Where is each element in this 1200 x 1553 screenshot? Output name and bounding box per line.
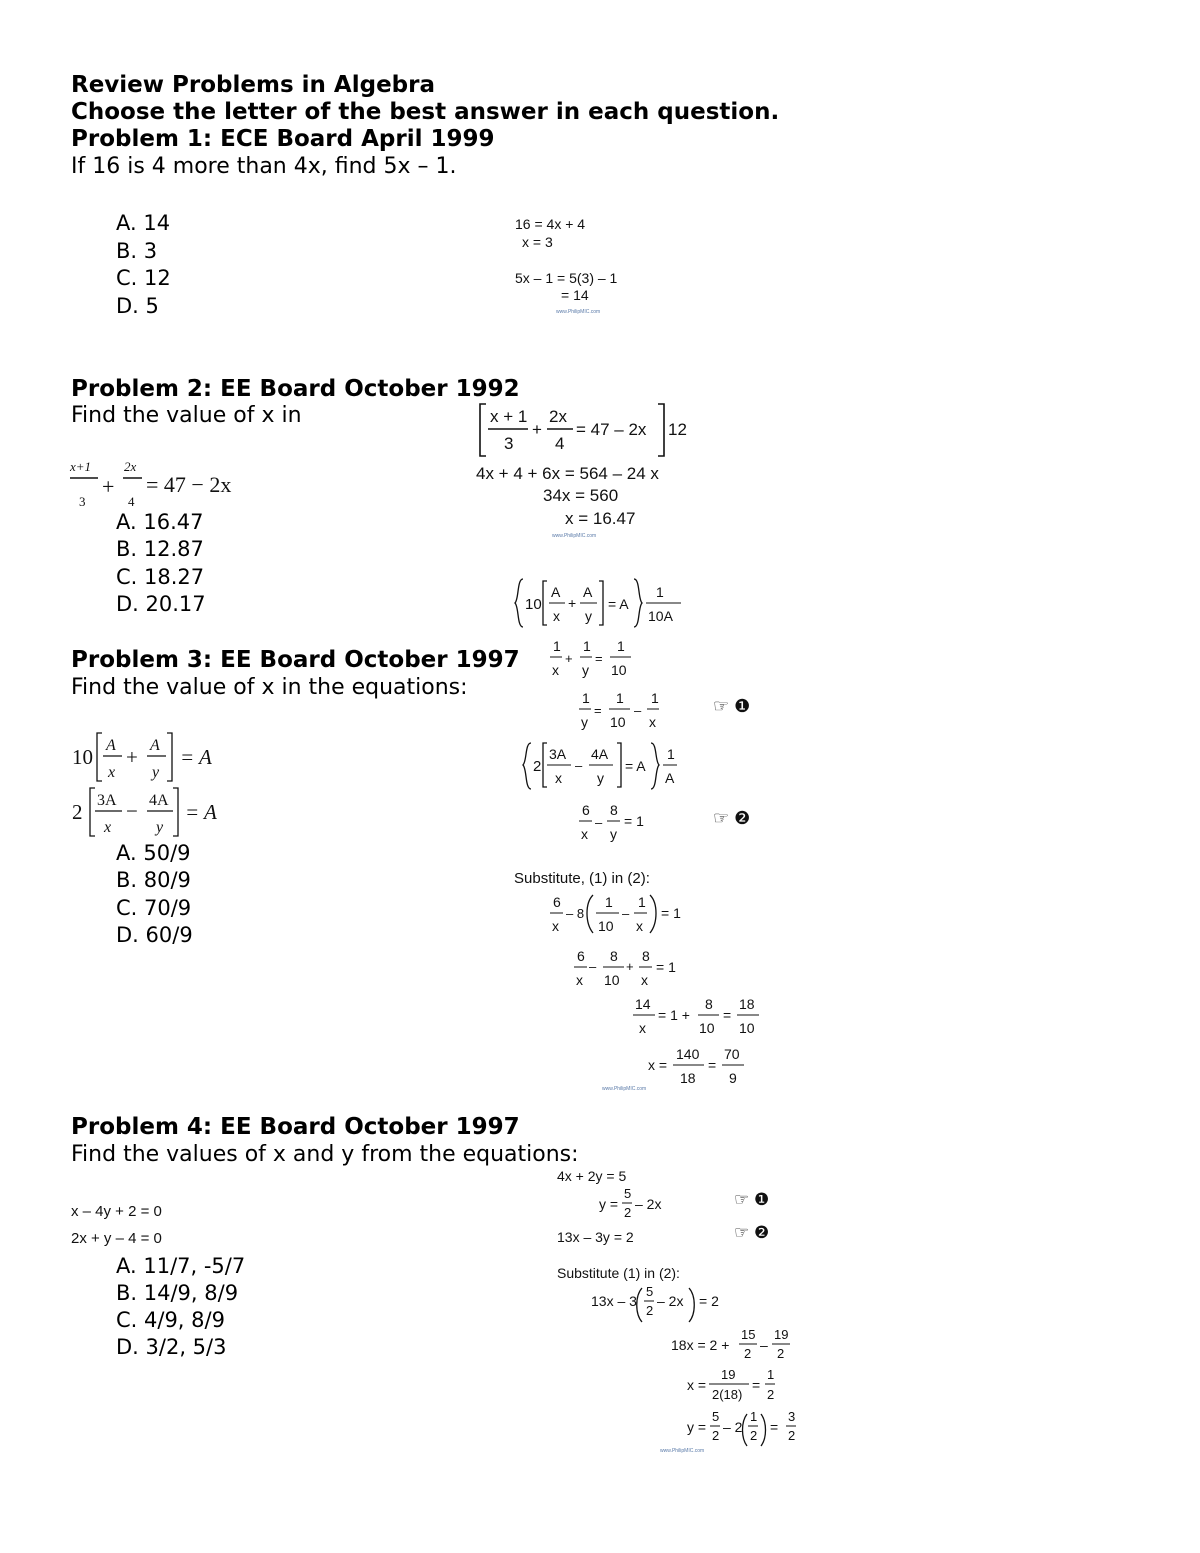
svg-text:= 2: = 2 [699,1293,719,1309]
p1-solution-line-3: 5x – 1 = 5(3) – 1 [515,270,618,286]
svg-text:=: = [595,651,603,666]
svg-text:1: 1 [617,638,625,654]
problem-2-heading: Problem 2: EE Board October 1992 [71,376,520,402]
p2-eq-num-a: x+1 [70,459,92,474]
svg-text:1: 1 [553,638,561,654]
p2-sol-mult: 12 [668,420,687,439]
p2-sol-plus: + [532,420,542,439]
svg-text:8: 8 [705,996,713,1012]
svg-text:13x – 3: 13x – 3 [591,1293,637,1309]
svg-text:1: 1 [638,894,646,910]
svg-text:1: 1 [656,584,664,600]
svg-text:x: x [641,972,648,988]
watermark: www.PhilipMIC.com [602,1086,647,1092]
problem-1-option-a[interactable]: A. 14 [116,211,171,235]
svg-text:A: A [665,770,675,786]
svg-text:2: 2 [712,1428,720,1443]
document-title: Review Problems in Algebra [71,72,435,98]
p3-eq1-num-b: A [150,737,160,754]
svg-text:– 2: – 2 [723,1419,743,1435]
p3-eq2-den-b: y [156,819,164,836]
p2-sol-rhs: = 47 – 2x [576,420,647,439]
p2-solution-line-3: x = 16.47 [565,509,636,528]
svg-text:x =: x = [648,1057,668,1073]
svg-text:1: 1 [750,1409,758,1424]
svg-text:=: = [594,703,602,718]
svg-text:4A: 4A [591,746,609,762]
p3-solution-steps [505,575,795,1095]
svg-text:– 2x: – 2x [657,1293,684,1309]
p3-marker-2: ☞ ❷ [713,808,751,828]
svg-text:= 1: = 1 [624,813,644,829]
problem-2-option-c[interactable]: C. 18.27 [116,565,205,589]
svg-text:y: y [610,826,617,842]
svg-text:x: x [639,1020,646,1036]
watermark: www.PhilipMIC.com [556,309,601,315]
svg-text:= A: = A [608,596,629,612]
svg-text:x: x [553,608,560,624]
svg-text:10: 10 [598,918,614,934]
svg-text:x: x [555,770,562,786]
svg-text:= A: = A [625,758,646,774]
svg-text:– 2x: – 2x [635,1196,662,1212]
p3-eq2-num-b: 4A [149,792,169,809]
svg-text:10: 10 [699,1020,715,1036]
problem-4-option-b[interactable]: B. 14/9, 8/9 [116,1281,239,1305]
svg-text:–: – [589,959,597,974]
svg-text:x: x [552,918,559,934]
svg-text:2: 2 [750,1428,758,1443]
p3-eq2-coef: 2 [72,800,83,824]
svg-text:=: = [708,1057,717,1073]
problem-3-option-a[interactable]: A. 50/9 [116,841,191,865]
svg-text:6: 6 [553,894,561,910]
problem-4-question: Find the values of x and y from the equations: [71,1142,579,1167]
watermark: www.PhilipMIC.com [660,1448,705,1454]
problem-3-question: Find the value of x in the equations: [71,675,468,700]
svg-text:2: 2 [646,1303,654,1318]
svg-text:10: 10 [611,662,627,678]
svg-text:8: 8 [610,802,618,818]
svg-text:x =: x = [687,1377,707,1393]
svg-text:3: 3 [788,1409,796,1424]
p3-eq1-den-a: x [108,764,116,781]
svg-text:=: = [752,1377,761,1393]
svg-text:5: 5 [646,1284,654,1299]
p4-substitute-label: Substitute (1) in (2): [557,1265,680,1281]
svg-text:+: + [626,959,634,974]
svg-text:–: – [760,1337,768,1353]
svg-text:10: 10 [604,972,620,988]
svg-text:A: A [551,584,561,600]
svg-text:8: 8 [610,948,618,964]
svg-text:6: 6 [582,802,590,818]
svg-text:18x = 2 +: 18x = 2 + [671,1337,730,1353]
p3-eq1-op: + [126,745,138,769]
svg-text:= 1: = 1 [661,905,681,921]
svg-text:1: 1 [582,690,590,706]
problem-4-option-d[interactable]: D. 3/2, 5/3 [116,1335,227,1359]
p2-solution-line-1: 4x + 4 + 6x = 564 – 24 x [476,464,659,483]
problem-4-option-c[interactable]: C. 4/9, 8/9 [116,1308,225,1332]
p2-eq-den-a: 3 [79,494,86,509]
svg-text:15: 15 [741,1327,756,1342]
problem-4-equation-2: 2x + y – 4 = 0 [71,1230,162,1247]
problem-2-option-d[interactable]: D. 20.17 [116,592,206,616]
svg-text:18: 18 [739,996,755,1012]
problem-2-option-b[interactable]: B. 12.87 [116,537,204,561]
svg-text:x: x [636,918,643,934]
p3-eq2-op: − [126,799,138,823]
svg-text:5: 5 [624,1186,632,1201]
svg-text:y: y [585,608,592,624]
p3-eq2-rhs: = A [185,800,217,824]
problem-1-option-b[interactable]: B. 3 [116,239,158,263]
instruction: Choose the letter of the best answer in each question. [71,99,780,125]
svg-text:+: + [568,595,577,611]
svg-text:1: 1 [651,690,659,706]
svg-text:9: 9 [729,1070,737,1086]
svg-text:–: – [575,758,583,773]
p3-eq1-coef: 10 [72,745,93,769]
svg-text:1: 1 [667,746,675,762]
svg-text:–: – [622,906,630,921]
svg-text:2: 2 [744,1346,752,1361]
problem-3-option-b[interactable]: B. 80/9 [116,868,191,892]
p3-eq1-num-a: A [106,737,116,754]
p4-solution-steps [585,1282,805,1452]
problem-3-heading: Problem 3: EE Board October 1997 [71,647,520,673]
p2-eq-rhs: = 47 − 2x [146,472,232,497]
p2-solution-step-1 [478,402,708,460]
p3-marker-1: ☞ ❶ [713,696,751,716]
svg-text:2: 2 [533,758,542,775]
svg-text:70: 70 [724,1046,740,1062]
p2-sol-den-b: 4 [555,434,565,453]
svg-text:2: 2 [624,1205,632,1220]
svg-text:10: 10 [610,714,626,730]
problem-3-option-d[interactable]: D. 60/9 [116,923,193,947]
p4-solution-line-1: 4x + 2y = 5 [557,1168,627,1184]
svg-text:y: y [597,770,604,786]
p3-eq2-den-a: x [104,819,112,836]
svg-text:– 8: – 8 [566,906,585,921]
svg-text:140: 140 [676,1046,700,1062]
svg-text:1: 1 [616,690,624,706]
problem-3-equation-2 [70,785,230,839]
p1-solution-line-1: 16 = 4x + 4 [515,216,586,232]
svg-text:x: x [581,826,588,842]
p2-solution-line-2: 34x = 560 [543,486,619,505]
svg-text:18: 18 [680,1070,696,1086]
svg-text:10A: 10A [648,608,673,624]
svg-text:y =: y = [687,1419,707,1435]
svg-text:2: 2 [767,1387,775,1402]
svg-text:10: 10 [739,1020,755,1036]
svg-text:5: 5 [712,1409,720,1424]
svg-text:x: x [552,662,559,678]
svg-text:19: 19 [721,1367,736,1382]
problem-4-option-a[interactable]: A. 11/7, -5/7 [116,1254,246,1278]
problem-3-option-c[interactable]: C. 70/9 [116,896,192,920]
p3-eq1-den-b: y [152,764,160,781]
p4-marker-2: ☞ ❷ [734,1223,770,1242]
problem-1-question: If 16 is 4 more than 4x, find 5x – 1. [71,154,457,179]
problem-1-heading: Problem 1: ECE Board April 1999 [71,126,495,152]
p2-sol-num-a: x + 1 [490,407,528,426]
problem-2-equation [68,456,258,514]
svg-text:19: 19 [774,1327,789,1342]
p4-marker-1: ☞ ❶ [734,1190,770,1209]
svg-text:2(18): 2(18) [712,1387,743,1402]
svg-text:–: – [595,815,603,830]
svg-text:2: 2 [788,1428,796,1443]
svg-text:A: A [583,584,593,600]
svg-text:=: = [723,1007,732,1023]
svg-text:1: 1 [605,894,613,910]
problem-2-option-a[interactable]: A. 16.47 [116,510,204,534]
svg-text:1: 1 [583,638,591,654]
svg-text:y: y [581,714,588,730]
svg-text:=: = [770,1419,779,1435]
problem-1-option-c[interactable]: C. 12 [116,266,171,290]
problem-4-equation-1: x – 4y + 2 = 0 [71,1203,162,1220]
p1-solution-line-2: x = 3 [522,234,553,250]
p2-sol-num-b: 2x [549,407,567,426]
svg-text:x: x [649,714,656,730]
svg-text:6: 6 [577,948,585,964]
svg-text:= 1: = 1 [656,959,676,975]
svg-text:y: y [582,662,589,678]
svg-text:1: 1 [767,1367,775,1382]
svg-text:+: + [565,651,573,666]
svg-text:y =: y = [599,1196,619,1212]
p3-substitute-label: Substitute, (1) in (2): [514,870,650,887]
problem-2-question: Find the value of x in [71,403,302,428]
p4-solution-line-2 [595,1185,675,1225]
problem-1-option-d[interactable]: D. 5 [116,294,159,318]
svg-text:–: – [634,703,642,718]
p3-eq1-rhs: = A [180,745,212,769]
svg-text:14: 14 [635,996,651,1012]
svg-text:8: 8 [642,948,650,964]
p2-eq-den-b: 4 [128,494,135,509]
p3-eq2-num-a: 3A [97,792,117,809]
problem-4-heading: Problem 4: EE Board October 1997 [71,1114,520,1140]
p1-solution-line-4: = 14 [561,287,589,303]
svg-text:3A: 3A [549,746,567,762]
p2-eq-plus: + [102,474,115,499]
svg-text:x: x [576,972,583,988]
problem-3-equation-1 [70,730,230,784]
p4-solution-line-3: 13x – 3y = 2 [557,1229,634,1245]
p2-sol-den-a: 3 [504,434,514,453]
p2-eq-num-b: 2x [124,459,137,474]
svg-text:= 1 +: = 1 + [658,1007,690,1023]
svg-text:10: 10 [525,596,542,613]
watermark: www.PhilipMIC.com [552,533,597,539]
svg-text:2: 2 [777,1346,785,1361]
